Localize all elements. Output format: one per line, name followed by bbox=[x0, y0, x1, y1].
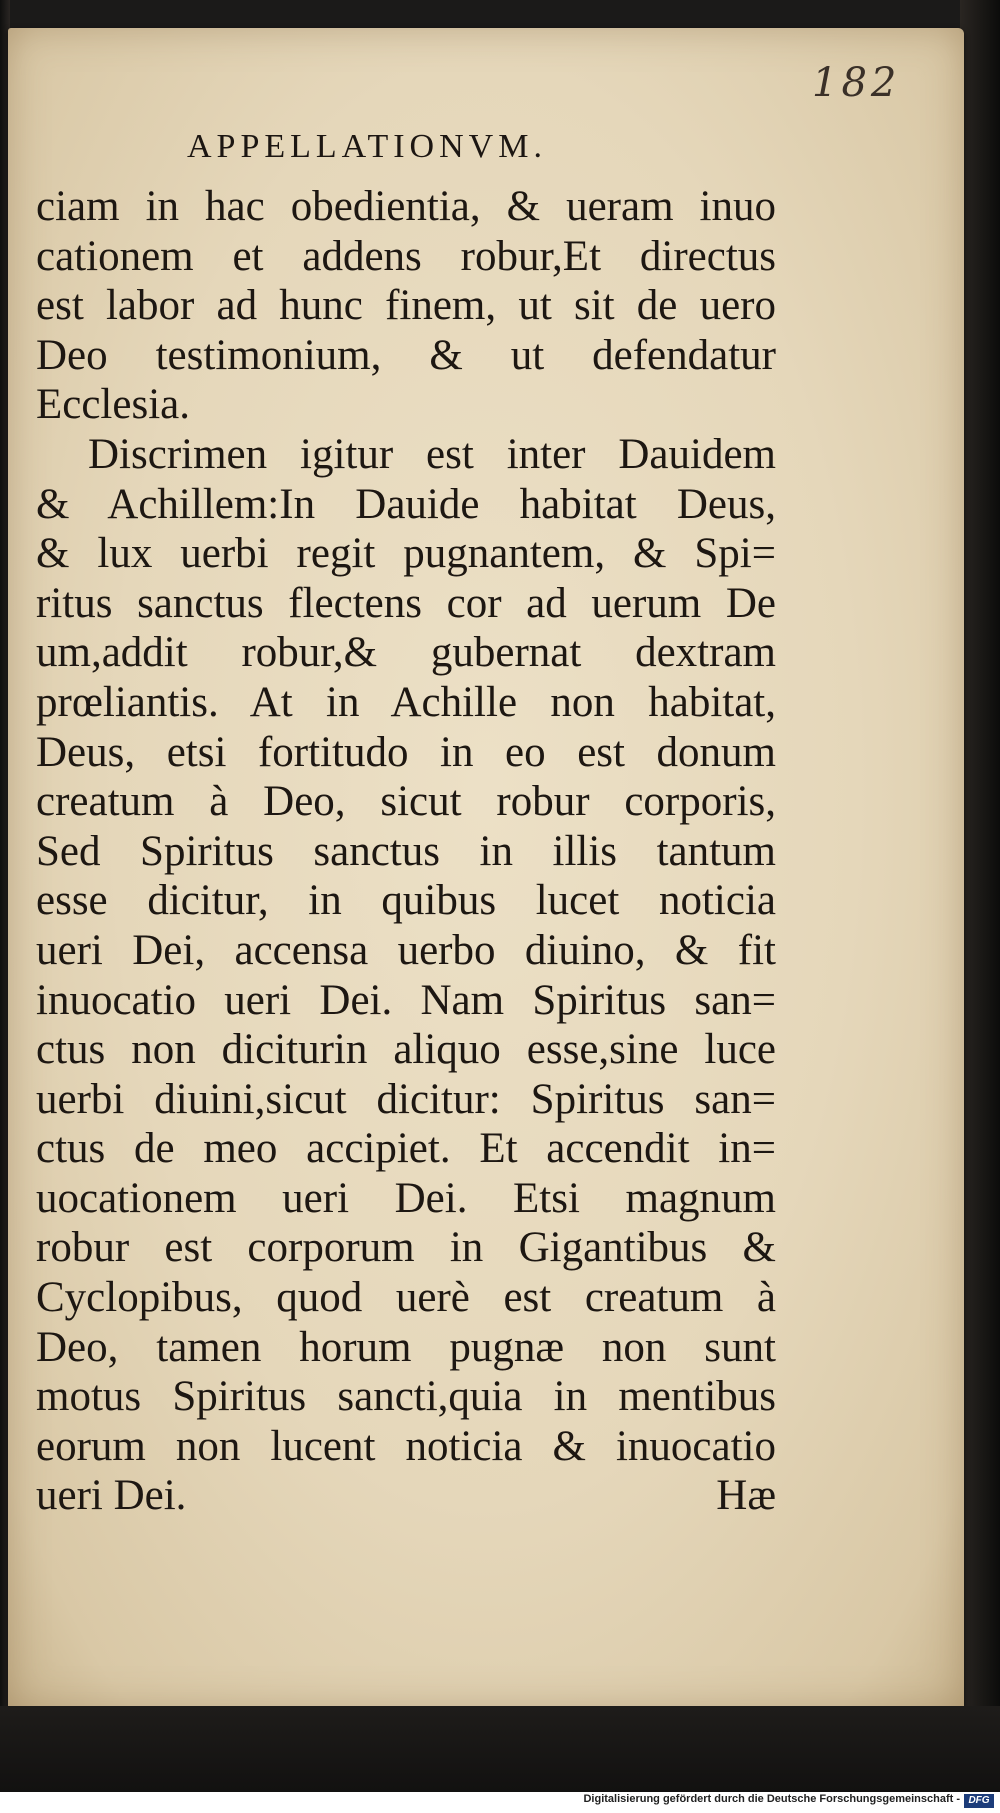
text-line: ueri Dei. bbox=[36, 1472, 187, 1520]
text-line: Ecclesia. bbox=[36, 381, 190, 429]
folio-number: 182 bbox=[812, 60, 901, 106]
text-line: eorum non lucent noticia & inuocatio bbox=[36, 1422, 776, 1470]
text-line: creatum à Deo, sicut robur corporis, bbox=[36, 778, 776, 826]
text-line: ueri Dei, accensa uerbo diuino, & fit bbox=[36, 926, 776, 974]
text-line: esse dicitur, in quibus lucet noticia bbox=[36, 877, 776, 925]
text-line: & Achillem:In Dauide habitat Deus, bbox=[36, 480, 776, 528]
text-line: Deus, etsi fortitudo in eo est donum bbox=[36, 728, 776, 776]
text-line: ciam in hac obedientia, & ueram inuo bbox=[36, 183, 776, 230]
text-line: motus Spiritus sancti,quia in mentibus bbox=[36, 1373, 776, 1421]
scan-right-edge bbox=[960, 0, 1000, 1792]
text-line: Deo testimonium, & ut defendatur bbox=[36, 331, 776, 379]
text-line: ctus de meo accipiet. Et accendit in= bbox=[36, 1125, 776, 1173]
text-line: ctus non diciturin aliquo esse,sine luce bbox=[36, 1026, 776, 1074]
text-line: ritus sanctus flectens cor ad uerum De bbox=[36, 579, 776, 627]
text-line: uerbi diuini,sicut dicitur: Spiritus san= bbox=[36, 1075, 776, 1123]
body-text bbox=[36, 182, 776, 1521]
text-line: & lux uerbi regit pugnantem, & Spi= bbox=[36, 530, 776, 578]
scan-bottom-edge bbox=[0, 1706, 1000, 1792]
text-line: robur est corporum in Gigantibus & bbox=[36, 1224, 776, 1272]
text-line: uocationem ueri Dei. Etsi magnum bbox=[36, 1174, 776, 1222]
text-line: cationem et addens robur,Et directus bbox=[36, 232, 776, 280]
dfg-logo: DFG bbox=[964, 1794, 994, 1808]
text-line: Cyclopibus, quod uerè est creatum à bbox=[36, 1274, 776, 1322]
text-line: Deo, tamen horum pugnæ non sunt bbox=[36, 1323, 776, 1371]
text-line: um,addit robur,& gubernat dextram bbox=[36, 629, 776, 677]
text-line: Sed Spiritus sanctus in illis tantum bbox=[36, 827, 776, 875]
text-line: inuocatio ueri Dei. Nam Spiritus san= bbox=[36, 976, 776, 1024]
text-line: prœliantis. At in Achille non habitat, bbox=[36, 678, 776, 726]
running-head: APPELLATIONVM. bbox=[187, 128, 547, 165]
text-line: Discrimen igitur est inter Dauidem bbox=[88, 430, 776, 478]
last-line-row bbox=[36, 1471, 776, 1521]
catchword: Hæ bbox=[716, 1472, 776, 1520]
text-line: est labor ad hunc finem, ut sit de uero bbox=[36, 282, 776, 330]
funding-credit: Digitalisierung gefördert durch die Deutsche Forschungsgemeinschaft - bbox=[583, 1793, 960, 1805]
